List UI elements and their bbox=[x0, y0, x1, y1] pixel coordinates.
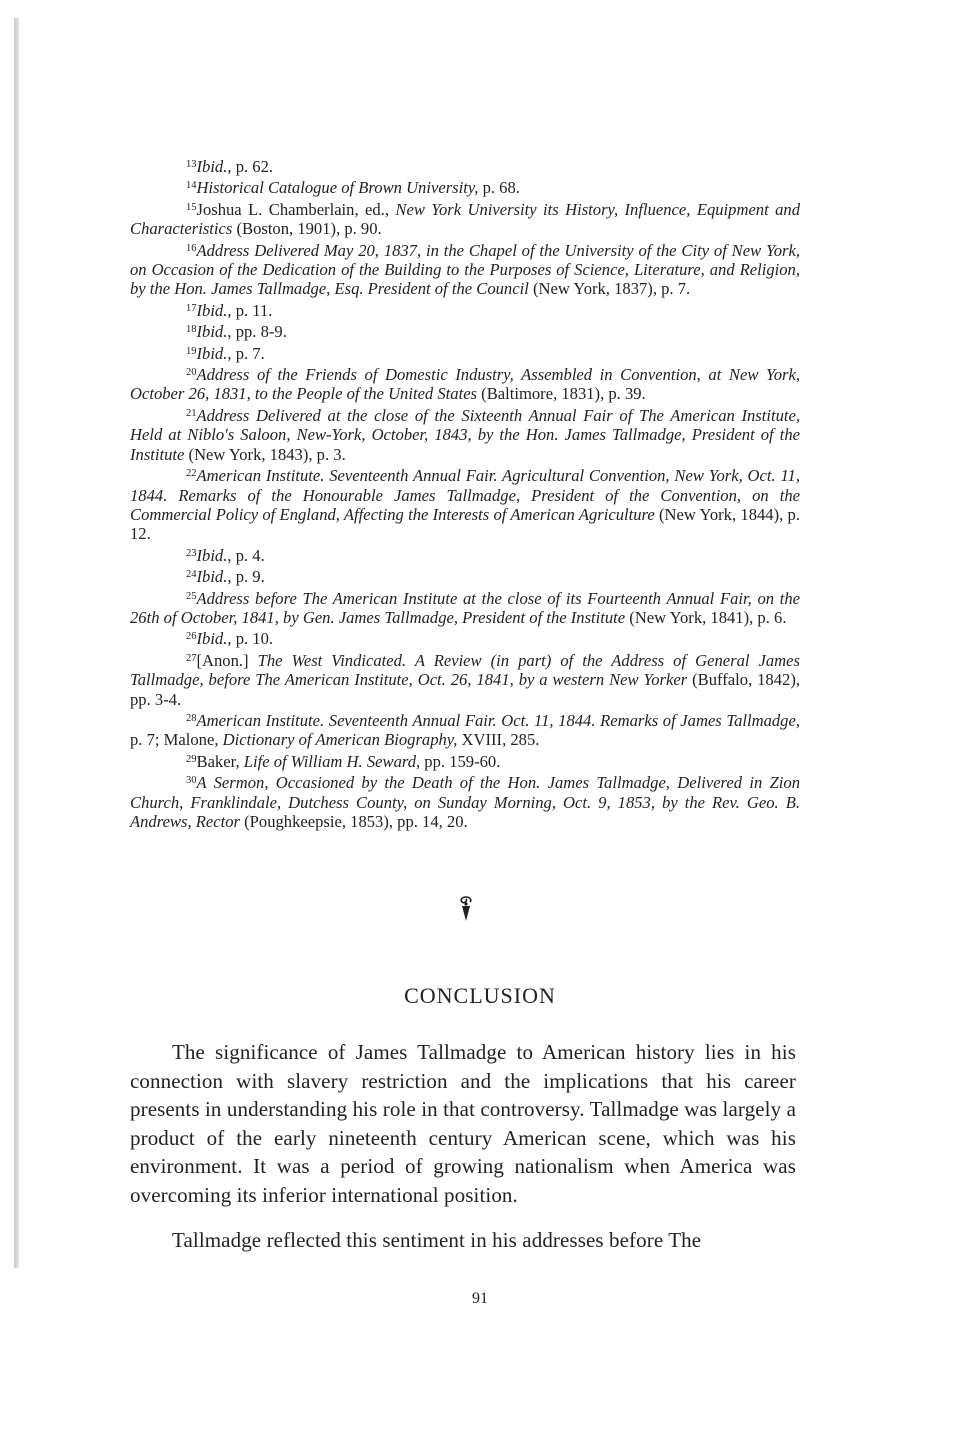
footnote-title: Ibid. bbox=[196, 300, 228, 320]
footnote-number: 23 bbox=[186, 547, 197, 559]
footnote-number: 27 bbox=[186, 652, 197, 664]
section-heading: CONCLUSION bbox=[404, 983, 556, 1008]
footnote-title: Dictionary of American Biography, bbox=[222, 730, 458, 750]
footnote-number: 19 bbox=[186, 345, 197, 357]
footnote-text: (New York, 1843), p. 3. bbox=[184, 444, 346, 464]
footnote bbox=[130, 155, 800, 176]
footnote bbox=[130, 320, 800, 341]
footnote-title: Ibid. bbox=[196, 157, 228, 176]
footnote bbox=[130, 627, 800, 648]
footnote bbox=[130, 404, 800, 464]
fleuron-icon bbox=[458, 895, 474, 923]
footnote-number: 13 bbox=[186, 159, 197, 170]
footnote-text: , pp. 8-9. bbox=[227, 322, 287, 342]
footnote-title: Address of the Friends of Domestic Industry, Assembled in Convention, at New York, October 26, 1831, to the People of the United States bbox=[130, 365, 800, 404]
footnote-title: Ibid. bbox=[196, 567, 228, 587]
footnote-number: 18 bbox=[186, 324, 197, 336]
footnote-text: , p. 9. bbox=[227, 567, 265, 587]
footnote-number: 20 bbox=[186, 367, 197, 379]
body-text bbox=[130, 1038, 796, 1272]
footnote-text: pp. 159-60. bbox=[420, 751, 501, 771]
footnote-title: The West Vindicated. A Review (in part) of the Address of General James Tallmadge, before The American Institute, Oct. 26, 1841, by a western New Yorker bbox=[130, 650, 800, 690]
footnote-number: 25 bbox=[186, 590, 197, 602]
footnote-text: (New York, 1844), p. 12. bbox=[130, 504, 800, 544]
paragraph: Tallmadge reflected this sentiment in his addresses before The bbox=[172, 1228, 702, 1252]
footnote-number: 29 bbox=[186, 753, 197, 765]
footnote-title: Ibid. bbox=[196, 322, 228, 342]
footnote bbox=[130, 299, 800, 320]
footnote-title: Ibid. bbox=[196, 545, 228, 565]
footnote bbox=[130, 176, 800, 197]
footnote-text: (New York, 1837), p. 7. bbox=[528, 279, 691, 299]
footnote-text: , p. 62. bbox=[227, 157, 274, 176]
footnote-text: , p. 4. bbox=[227, 545, 265, 565]
footnote-text: p. 7; Malone, bbox=[130, 730, 223, 750]
footnote-title: Address Delivered at the close of the Sixteenth Annual Fair of The American Institute, Held at Niblo's Saloon, New-York, October, 1843, by the Hon. James Tallmadge, President of the Institute bbox=[130, 405, 800, 464]
footnote-text: , p. 10. bbox=[227, 629, 274, 649]
footnote-title: Ibid. bbox=[196, 343, 228, 363]
footnote bbox=[130, 771, 800, 831]
footnote bbox=[130, 464, 800, 544]
footnote bbox=[130, 363, 800, 404]
footnote-number: 22 bbox=[186, 468, 197, 480]
footnote bbox=[130, 544, 800, 565]
footnote-text: Baker, bbox=[196, 751, 244, 771]
footnote-text: Joshua L. Chamberlain, ed., bbox=[196, 199, 396, 219]
footnote bbox=[130, 649, 800, 709]
scan-edge-shadow bbox=[14, 18, 19, 1268]
footnote bbox=[130, 750, 800, 771]
footnote-number: 21 bbox=[186, 407, 197, 419]
footnote-text: (Poughkeepsie, 1853), pp. 14, 20. bbox=[240, 812, 468, 831]
footnote-number: 26 bbox=[186, 631, 197, 643]
footnote-title: Ibid. bbox=[196, 629, 228, 649]
footnote bbox=[130, 342, 800, 363]
footnote bbox=[130, 198, 800, 239]
footnote-number: 28 bbox=[186, 712, 197, 724]
footnote bbox=[130, 565, 800, 586]
footnote-title: Historical Catalogue of Brown University, bbox=[196, 178, 479, 198]
footnote-title: Address Delivered May 20, 1837, in the Chapel of the University of the City of New York, on Occasion of the Dedication of the Building to the Purposes of Science, Literature, and Religion, by the Hon. James Tallmadge, Esq. President of the Council bbox=[130, 240, 800, 299]
footnote-number: 30 bbox=[186, 775, 197, 787]
footnote-number: 24 bbox=[186, 569, 197, 581]
footnote-title: Address before The American Institute at the close of its Fourteenth Annual Fair, on the 26th of October, 1841, by Gen. James Tallmadge, President of the Institute bbox=[130, 588, 800, 627]
footnote-number: 15 bbox=[186, 201, 197, 213]
footnote-title: New York University its History, Influence, Equipment and Characteristics bbox=[130, 199, 801, 239]
footnote-title: American Institute. Seventeenth Annual Fair. Agricultural Convention, New York, Oct. 11, 1844. Remarks of the Honourable James Tallmadge, President of the Convention, on the Commercial Policy of England, Affecting the Interests of American Agriculture bbox=[130, 466, 800, 524]
footnote-title: A Sermon, Occasioned by the Death of the Hon. James Tallmadge, Delivered in Zion Church, Franklindale, Dutchess County, on Sunday Morning, Oct. 9, 1853, by the Rev. Geo. B. Andrews, Rector bbox=[130, 773, 800, 831]
footnote bbox=[130, 587, 800, 628]
footnote-title: American Institute. Seventeenth Annual Fair. Oct. 11, 1844. Remarks of James Tallmadge, bbox=[196, 710, 800, 730]
footnote-text: p. 68. bbox=[478, 178, 520, 198]
footnote-text: (Baltimore, 1831), p. 39. bbox=[477, 384, 646, 404]
paragraph: The significance of James Tallmadge to American history lies in his connection with slavery restriction and the implications that his career presents in understanding his role in that controversy. Tallmadge was largely a product of the early nineteenth century American scene, which was his environment. It was a period of growing nationalism when America was overcoming its inferior international position. bbox=[130, 1040, 796, 1207]
footnote-text: , p. 7. bbox=[227, 343, 265, 363]
footnote-text: XVIII, 285. bbox=[457, 730, 540, 750]
footnote-text: , p. 11. bbox=[227, 300, 273, 320]
footnote-text: [Anon.] bbox=[196, 650, 258, 670]
footnote bbox=[130, 709, 800, 750]
footnote-number: 14 bbox=[186, 180, 197, 192]
page-number: 91 bbox=[472, 1290, 488, 1307]
footnote-number: 16 bbox=[186, 242, 197, 254]
footnotes-block bbox=[130, 155, 800, 831]
footnote bbox=[130, 239, 800, 299]
footnote-title: Life of William H. Seward, bbox=[243, 751, 421, 771]
footnote-text: (Buffalo, 1842), pp. 3-4. bbox=[130, 670, 800, 709]
footnote-number: 17 bbox=[186, 302, 197, 314]
footnote-text: (Boston, 1901), p. 90. bbox=[232, 219, 382, 239]
footnote-text: (New York, 1841), p. 6. bbox=[625, 607, 787, 627]
